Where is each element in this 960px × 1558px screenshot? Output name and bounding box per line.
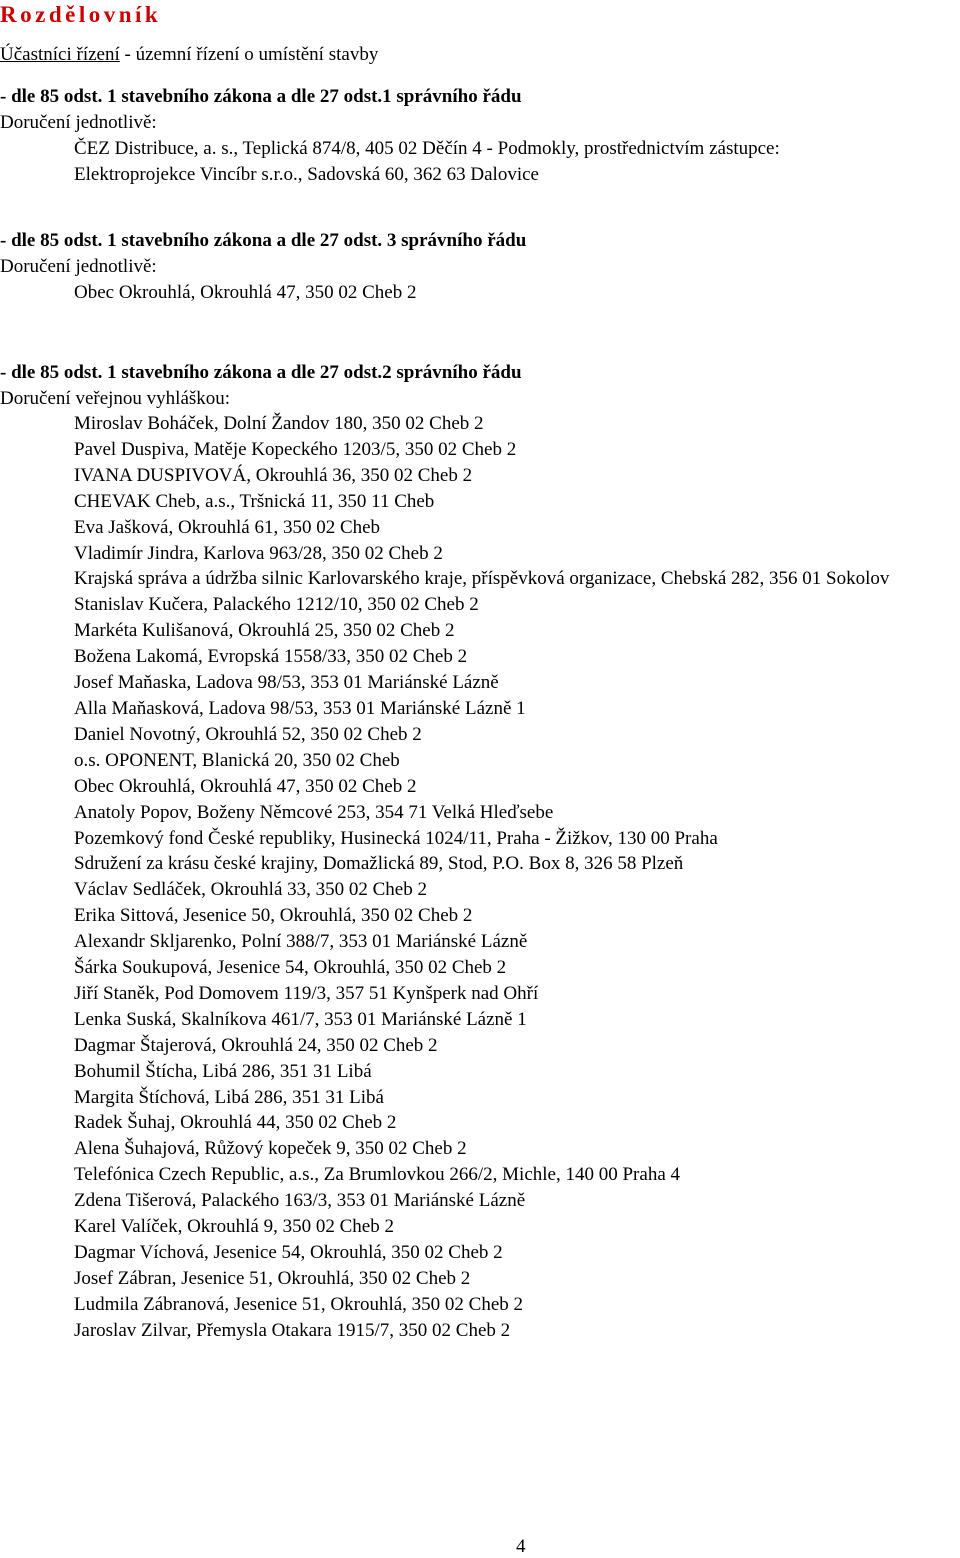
list-item: Zdena Tišerová, Palackého 163/3, 353 01 Mariánské Lázně <box>74 1190 526 1212</box>
list-item: Telefónica Czech Republic, a.s., Za Brumlovkou 266/2, Michle, 140 00 Praha 4 <box>74 1164 680 1186</box>
list-item: Dagmar Víchová, Jesenice 54, Okrouhlá, 350 02 Cheb 2 <box>74 1242 503 1263</box>
list-item: Erika Sittová, Jesenice 50, Okrouhlá, 350 02 Cheb 2 <box>74 905 473 927</box>
list-item: CHEVAK Cheb, a.s., Tršnická 11, 350 11 Cheb <box>74 490 435 512</box>
list-item: Lenka Suská, Skalníkova 461/7, 353 01 Mariánské Lázně 1 <box>74 1008 527 1030</box>
list-item: Alena Šuhajová, Růžový kopeček 9, 350 02 Cheb 2 <box>74 1138 467 1160</box>
recipient-list <box>74 411 960 1344</box>
section-1-delivery: Doručení jednotlivě: <box>0 112 157 133</box>
list-item: Obec Okrouhlá, Okrouhlá 47, 350 02 Cheb 2 <box>74 775 417 797</box>
list-item: Alexandr Skljarenko, Polní 388/7, 353 01 Mariánské Lázně <box>74 931 528 953</box>
list-item: Eva Jašková, Okrouhlá 61, 350 02 Cheb <box>74 516 381 538</box>
document-heading: Rozdělovník <box>0 2 162 27</box>
list-item: Radek Šuhaj, Okrouhlá 44, 350 02 Cheb 2 <box>74 1112 397 1134</box>
list-item: Anatoly Popov, Boženy Němcové 253, 354 71 Velká Hleďsebe <box>74 801 554 823</box>
list-item: Jaroslav Zilvar, Přemysla Otakara 1915/7, 350 02 Cheb 2 <box>74 1319 511 1341</box>
section-3-delivery: Doručení veřejnou vyhláškou: <box>0 388 231 409</box>
section-2-entry: Obec Okrouhlá, Okrouhlá 47, 350 02 Cheb 2 <box>74 282 417 303</box>
page-number: 4 <box>516 1536 526 1557</box>
list-item: IVANA DUSPIVOVÁ, Okrouhlá 36, 350 02 Cheb 2 <box>74 464 473 486</box>
section-2-title: - dle 85 odst. 1 stavebního zákona a dle 27 odst. 3 správního řádu <box>0 230 527 251</box>
list-item: Pavel Duspiva, Matěje Kopeckého 1203/5, 350 02 Cheb 2 <box>74 438 517 460</box>
list-item: Karel Valíček, Okrouhlá 9, 350 02 Cheb 2 <box>74 1216 394 1238</box>
list-item: Sdružení za krásu české krajiny, Domažlická 89, Stod, P.O. Box 8, 326 58 Plzeň <box>74 853 684 875</box>
list-item: Ludmila Zábranová, Jesenice 51, Okrouhlá, 350 02 Cheb 2 <box>74 1293 524 1315</box>
list-item: Jiří Staněk, Pod Domovem 119/3, 357 51 Kynšperk nad Ohří <box>74 982 539 1004</box>
list-item: Šárka Soukupová, Jesenice 54, Okrouhlá, 350 02 Cheb 2 <box>74 957 507 979</box>
list-item: Josef Maňaska, Ladova 98/53, 353 01 Mariánské Lázně <box>74 672 499 694</box>
list-item: Daniel Novotný, Okrouhlá 52, 350 02 Cheb 2 <box>74 723 422 745</box>
section-1-entry: Elektroprojekce Vincíbr s.r.o., Sadovská 60, 362 63 Dalovice <box>74 164 539 185</box>
section-2-delivery: Doručení jednotlivě: <box>0 256 157 277</box>
list-item: Vladimír Jindra, Karlova 963/28, 350 02 Cheb 2 <box>74 542 443 564</box>
list-item: Markéta Kulišanová, Okrouhlá 25, 350 02 Cheb 2 <box>74 620 455 642</box>
section-1-title: - dle 85 odst. 1 stavebního zákona a dle 27 odst.1 správního řádu <box>0 86 522 107</box>
list-item: Miroslav Boháček, Dolní Žandov 180, 350 02 Cheb 2 <box>74 413 484 434</box>
list-item: Krajská správa a údržba silnic Karlovarského kraje, příspěvková organizace, Chebská 282, 356 01 Sokolov <box>74 568 890 590</box>
list-item: Margita Štíchová, Libá 286, 351 31 Libá <box>74 1086 384 1108</box>
list-item: Dagmar Štajerová, Okrouhlá 24, 350 02 Cheb 2 <box>74 1034 438 1056</box>
document-subtitle <box>0 42 378 68</box>
list-item: Alla Maňasková, Ladova 98/53, 353 01 Mariánské Lázně 1 <box>74 697 526 719</box>
list-item: Václav Sedláček, Okrouhlá 33, 350 02 Cheb 2 <box>74 879 427 901</box>
list-item: Bohumil Štícha, Libá 286, 351 31 Libá <box>74 1060 372 1082</box>
list-item: o.s. OPONENT, Blanická 20, 350 02 Cheb <box>74 749 400 771</box>
section-3-title: - dle 85 odst. 1 stavebního zákona a dle 27 odst.2 správního řádu <box>0 362 522 383</box>
list-item: Božena Lakomá, Evropská 1558/33, 350 02 Cheb 2 <box>74 646 468 668</box>
list-item: Josef Zábran, Jesenice 51, Okrouhlá, 350 02 Cheb 2 <box>74 1267 471 1289</box>
section-1-entry: ČEZ Distribuce, a. s., Teplická 874/8, 405 02 Děčín 4 - Podmokly, prostřednictvím zástupce: <box>74 138 780 159</box>
subtitle-underlined: Účastníci řízení <box>0 44 120 65</box>
list-item: Pozemkový fond České republiky, Husinecká 1024/11, Praha - Žižkov, 130 00 Praha <box>74 827 718 849</box>
list-item: Stanislav Kučera, Palackého 1212/10, 350 02 Cheb 2 <box>74 594 479 616</box>
subtitle-rest: - územní řízení o umístění stavby <box>119 44 379 65</box>
